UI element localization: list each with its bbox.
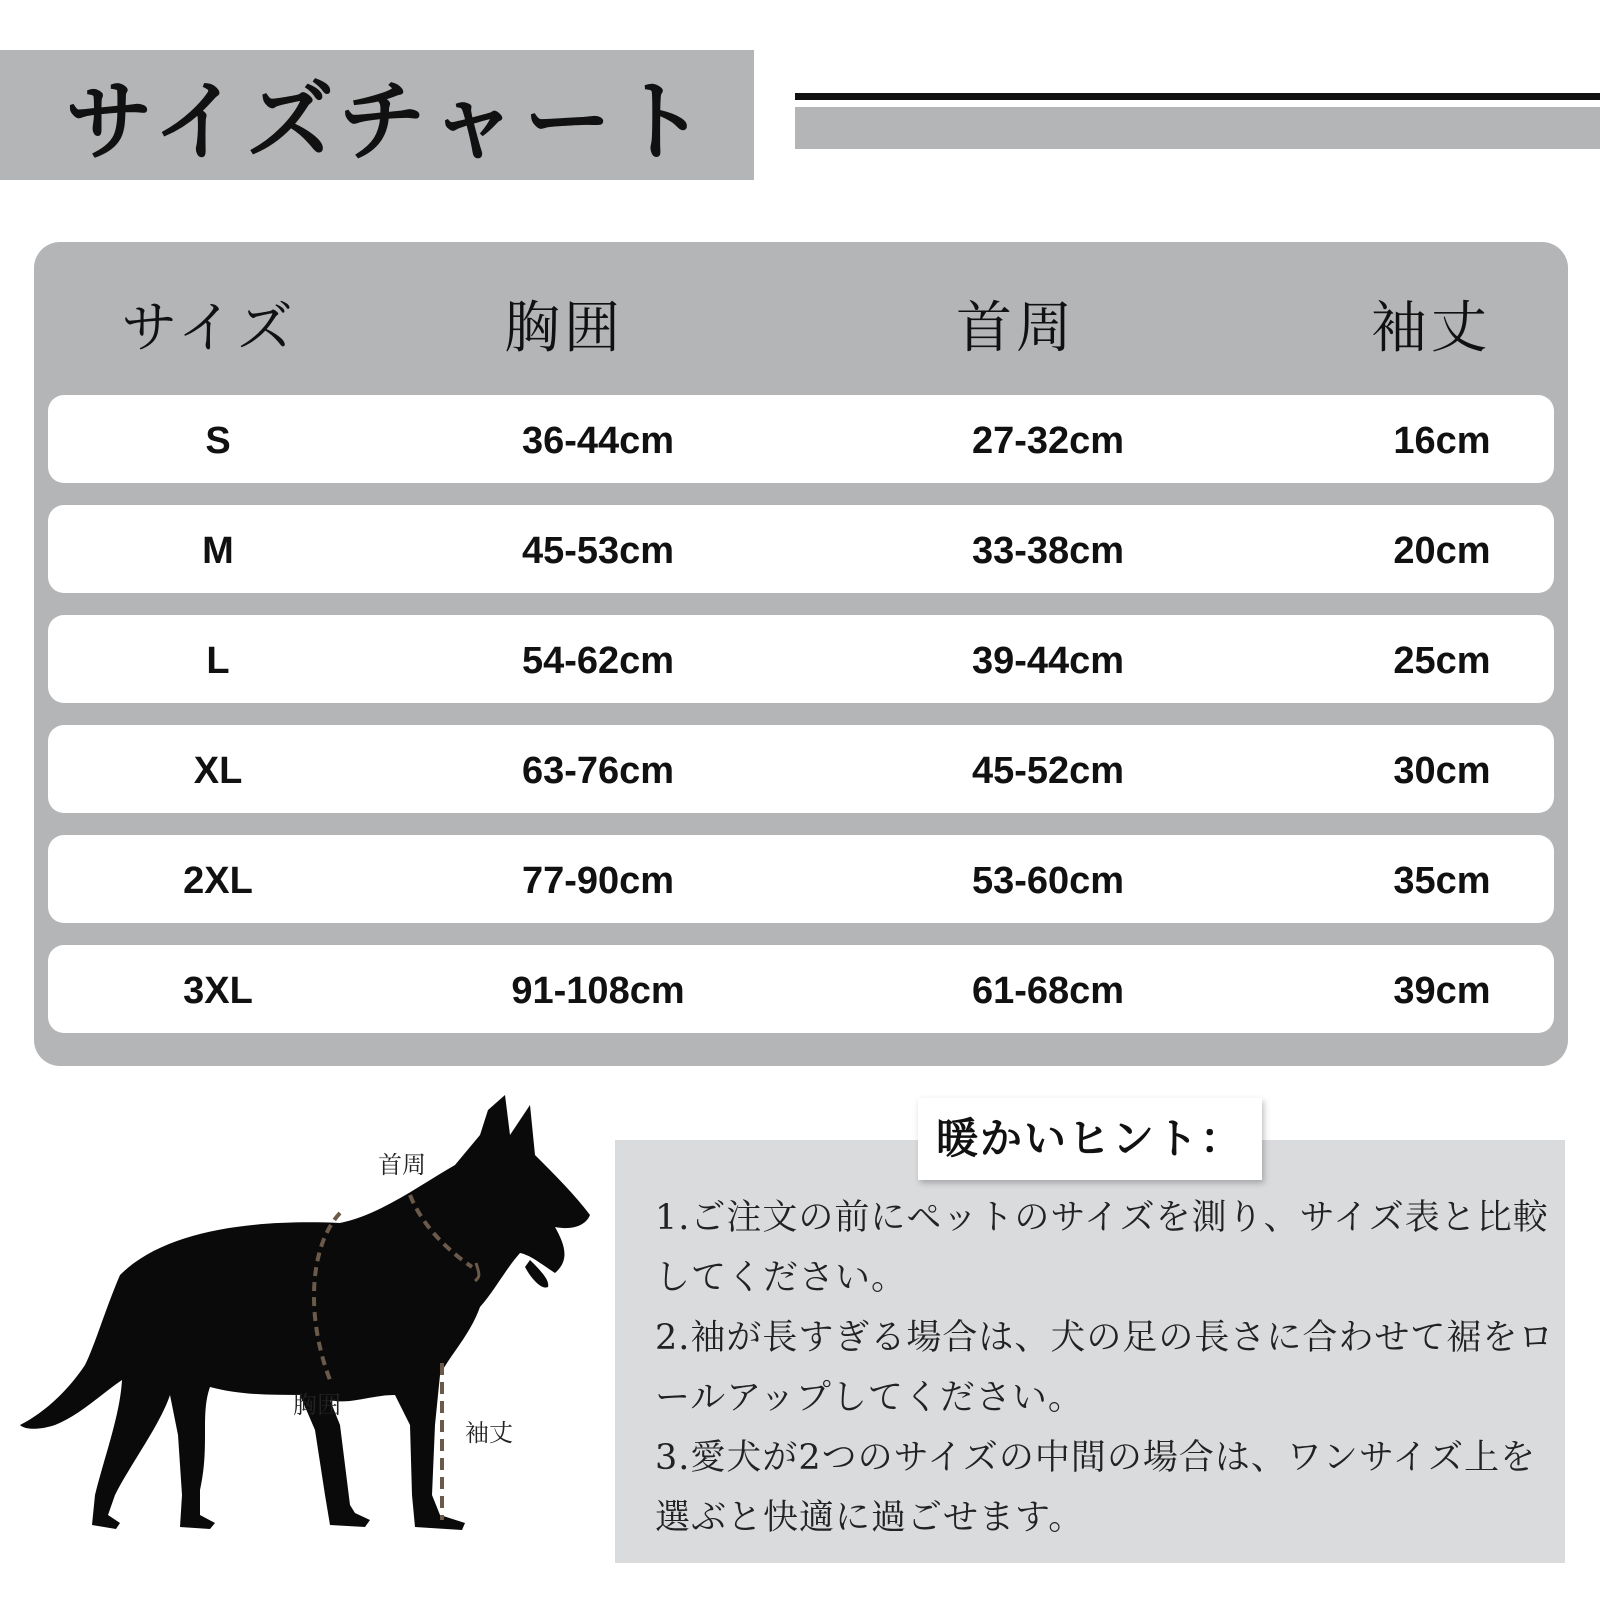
cell-neck: 45-52cm [971, 750, 1125, 792]
column-header-sleeve: 袖丈 [1371, 296, 1491, 361]
dog-silhouette-icon [10, 1095, 610, 1565]
cell-neck: 33-38cm [971, 530, 1125, 572]
tip-item: 2.袖が長すぎる場合は、犬の足の長さに合わせて裾をロールアップしてください。 [655, 1318, 1555, 1418]
cell-sleeve: 25cm [1393, 640, 1491, 682]
cell-sleeve: 30cm [1393, 750, 1491, 792]
chest-label: 胸囲 [293, 1391, 341, 1419]
cell-chest: 77-90cm [521, 860, 675, 902]
cell-sleeve: 16cm [1393, 420, 1491, 462]
sleeve-label: 袖丈 [465, 1419, 513, 1447]
table-row [48, 395, 1554, 483]
cell-size: M [202, 530, 234, 572]
cell-chest: 54-62cm [521, 640, 675, 682]
cell-sleeve: 20cm [1393, 530, 1491, 572]
cell-chest: 63-76cm [521, 750, 675, 792]
cell-chest: 45-53cm [521, 530, 675, 572]
cell-sleeve: 35cm [1393, 860, 1491, 902]
size-table [34, 242, 1568, 1066]
cell-size: S [205, 420, 231, 462]
tip-item: 3.愛犬が2つのサイズの中間の場合は、ワンサイズ上を選ぶと快適に過ごせます。 [655, 1438, 1537, 1538]
page-title: サイズチャート [65, 69, 712, 173]
cell-size: XL [193, 750, 243, 792]
tip-item: 1.ご注文の前にペットのサイズを測り、サイズ表と比較してください。 [655, 1198, 1549, 1298]
cell-chest: 91-108cm [511, 970, 685, 1012]
table-row [48, 725, 1554, 813]
tips-title: 暖かいヒント： [918, 1098, 1262, 1180]
column-header-size: サイズ [121, 296, 297, 361]
cell-neck: 39-44cm [971, 640, 1125, 682]
table-row [48, 945, 1554, 1033]
table-row [48, 505, 1554, 593]
header-rule-black [795, 93, 1600, 100]
column-header-chest: 胸囲 [504, 296, 624, 361]
neck-label: 首周 [378, 1151, 426, 1179]
dog-measurement-diagram [10, 1095, 610, 1565]
cell-size: 2XL [183, 860, 253, 902]
cell-neck: 27-32cm [971, 420, 1125, 462]
table-row [48, 835, 1554, 923]
table-header [34, 242, 1568, 392]
tips-list [655, 1188, 1555, 1548]
cell-size: L [206, 640, 230, 682]
table-row [48, 615, 1554, 703]
cell-neck: 53-60cm [971, 860, 1125, 902]
cell-neck: 61-68cm [971, 970, 1125, 1012]
cell-size: 3XL [183, 970, 253, 1012]
column-header-neck: 首周 [956, 296, 1076, 361]
cell-chest: 36-44cm [521, 420, 675, 462]
cell-sleeve: 39cm [1393, 970, 1491, 1012]
header-rule-grey [795, 107, 1600, 149]
